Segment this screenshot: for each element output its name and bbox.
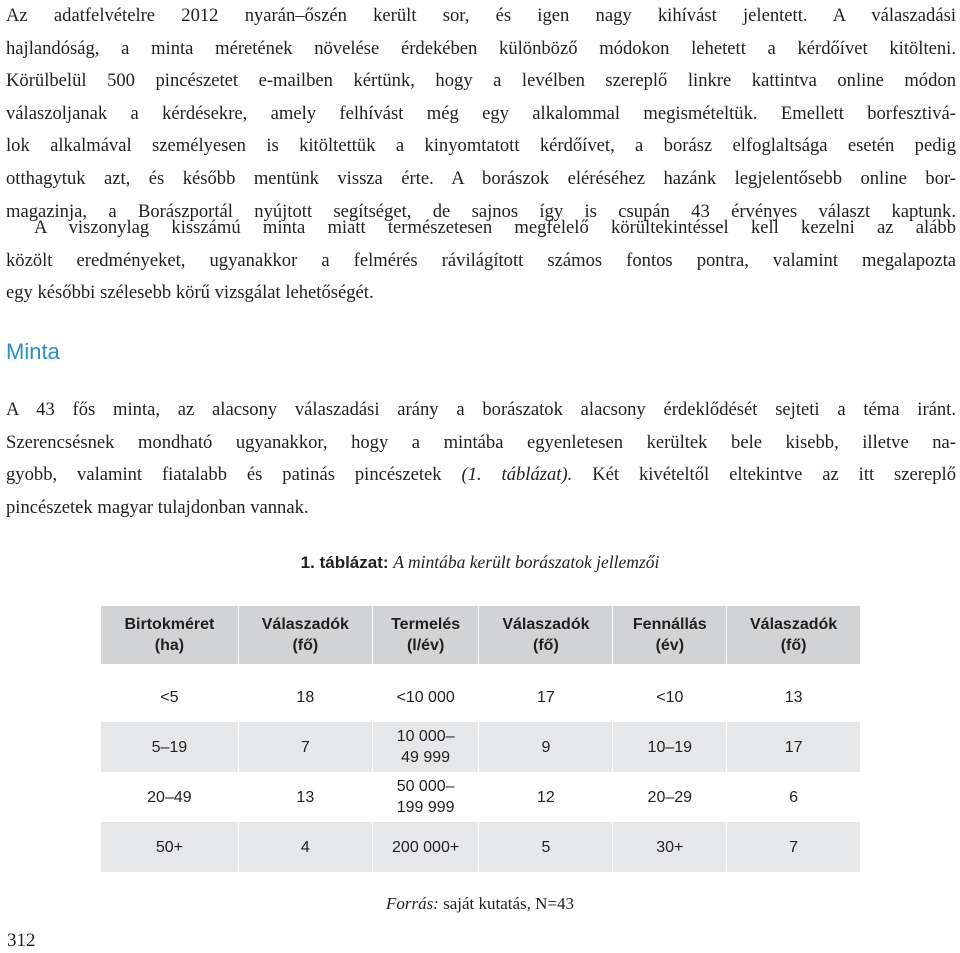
table-source: [0, 894, 960, 914]
table-cell: 30+: [613, 822, 727, 872]
table-cell: 18: [238, 672, 372, 722]
section-heading: Minta: [6, 339, 60, 364]
table-cell: 17: [784, 738, 803, 756]
text-line: közölt eredményeket, ugyanakkor a felmérés rávilágított számos fontos pontra, valamint megalapozta: [6, 249, 956, 271]
table-cell: 7: [238, 722, 372, 772]
table-spacer: [101, 664, 860, 672]
text-line: A 43 fős minta, az alacsony válaszadási arány a borászatok alacsony érdeklődését sejteti a téma iránt.: [6, 399, 956, 420]
header-respondents: Válaszadók (fő): [238, 606, 372, 664]
text-line: Körülbelül 500 pincészetet e-mailben kértünk, hogy a levélben szereplő linkre kattintva online módon: [6, 70, 956, 92]
table-cell: 17: [479, 672, 613, 722]
table-caption-title: A mintába került borászatok jellemzői: [393, 552, 660, 572]
text-line: otthagytuk azt, és később mentünk vissza érte. A borászok eléréséhez hazánk legjelentősebb online bor-: [6, 167, 956, 189]
table-cell: <5: [101, 672, 238, 722]
source-text: saját kutatás, N=43: [443, 894, 575, 913]
text-line: egy későbbi szélesebb körű vizsgálat lehetőségét.: [6, 282, 374, 304]
table-cell: 9: [479, 722, 613, 772]
table-cell: 7: [789, 838, 799, 856]
source-label: Forrás:: [385, 894, 439, 913]
text-line: hajlandóság, a minta méretének növelése érdekében különböző módokon lehetett a kérdőívet kitölteni.: [6, 37, 956, 59]
header-production: Termelés (l/év): [372, 606, 479, 664]
text-line: válaszoljanak a kérdésekre, amely felhívást még egy alkalommal megismételtük. Emellett borfesztivá-: [6, 102, 956, 124]
table-cell: 4: [238, 822, 372, 872]
table-caption-label: 1. táblázat:: [300, 553, 389, 572]
page-number: 312: [7, 930, 36, 951]
table-cell: <10: [613, 672, 727, 722]
table-cell: 20–29: [613, 772, 727, 822]
table-row: [101, 772, 860, 822]
table-row: [101, 722, 860, 772]
table-cell: 50+: [101, 822, 238, 872]
table-cell: 6: [789, 788, 799, 806]
table-cell: 12: [479, 772, 613, 822]
table-cell: 5: [479, 822, 613, 872]
text-line: [6, 459, 956, 492]
text-segment: Két kivételtől eltekintve az itt szereplő: [592, 464, 957, 486]
text-line: Szerencsésnek mondható ugyanakkor, hogy a mintába egyenletesen kerültek bele kisebb, illetve na-: [6, 431, 956, 453]
table-row: [101, 822, 860, 872]
paragraph-data-collection: [6, 0, 956, 228]
paragraph-sample: [6, 394, 956, 524]
header-estate-size: Birtokméret (ha): [101, 606, 238, 664]
text-line: lok alkalmával személyesen is kitöltettük a kinyomtatott kérdőívet, a borász elfoglaltsága esetén pedig: [6, 135, 956, 157]
paragraph-limitations: [6, 212, 956, 310]
header-respondents: Válaszadók (fő): [750, 616, 838, 654]
table-cell: 20–49: [101, 772, 238, 822]
table-cell: 13: [784, 688, 803, 706]
table-cell: <10 000: [372, 672, 479, 722]
table-row: [101, 672, 860, 722]
table-cell: 5–19: [101, 722, 238, 772]
table-caption: [0, 552, 960, 573]
table-cell: 10 000– 49 999: [372, 722, 479, 772]
header-existence: Fennállás (év): [613, 606, 727, 664]
text-segment: gyobb, valamint fiatalabb és patinás pincészetek: [6, 464, 442, 486]
text-line: pincészetek magyar tulajdonban vannak.: [6, 496, 309, 518]
text-line: Az adatfelvételre 2012 nyarán–őszén került sor, és igen nagy kihívást jelentett. A válaszadási: [6, 5, 956, 26]
text-line: A viszonylag kisszámú minta miatt természetesen megfelelő körültekintéssel kell kezelni az alább: [34, 217, 956, 238]
table-reference: (1. táblázat).: [461, 464, 573, 486]
text-line: magazinja, a Borászportál nyújtott segítséget, de sajnos így is csupán 43 érvényes választ kaptunk.: [6, 200, 956, 222]
table-cell: 10–19: [613, 722, 727, 772]
winery-characteristics-table: [101, 606, 860, 872]
table-header-row: [101, 606, 860, 664]
header-respondents: Válaszadók (fő): [479, 606, 613, 664]
table-cell: 13: [238, 772, 372, 822]
table-cell: 50 000– 199 999: [372, 772, 479, 822]
table-cell: 200 000+: [372, 822, 479, 872]
